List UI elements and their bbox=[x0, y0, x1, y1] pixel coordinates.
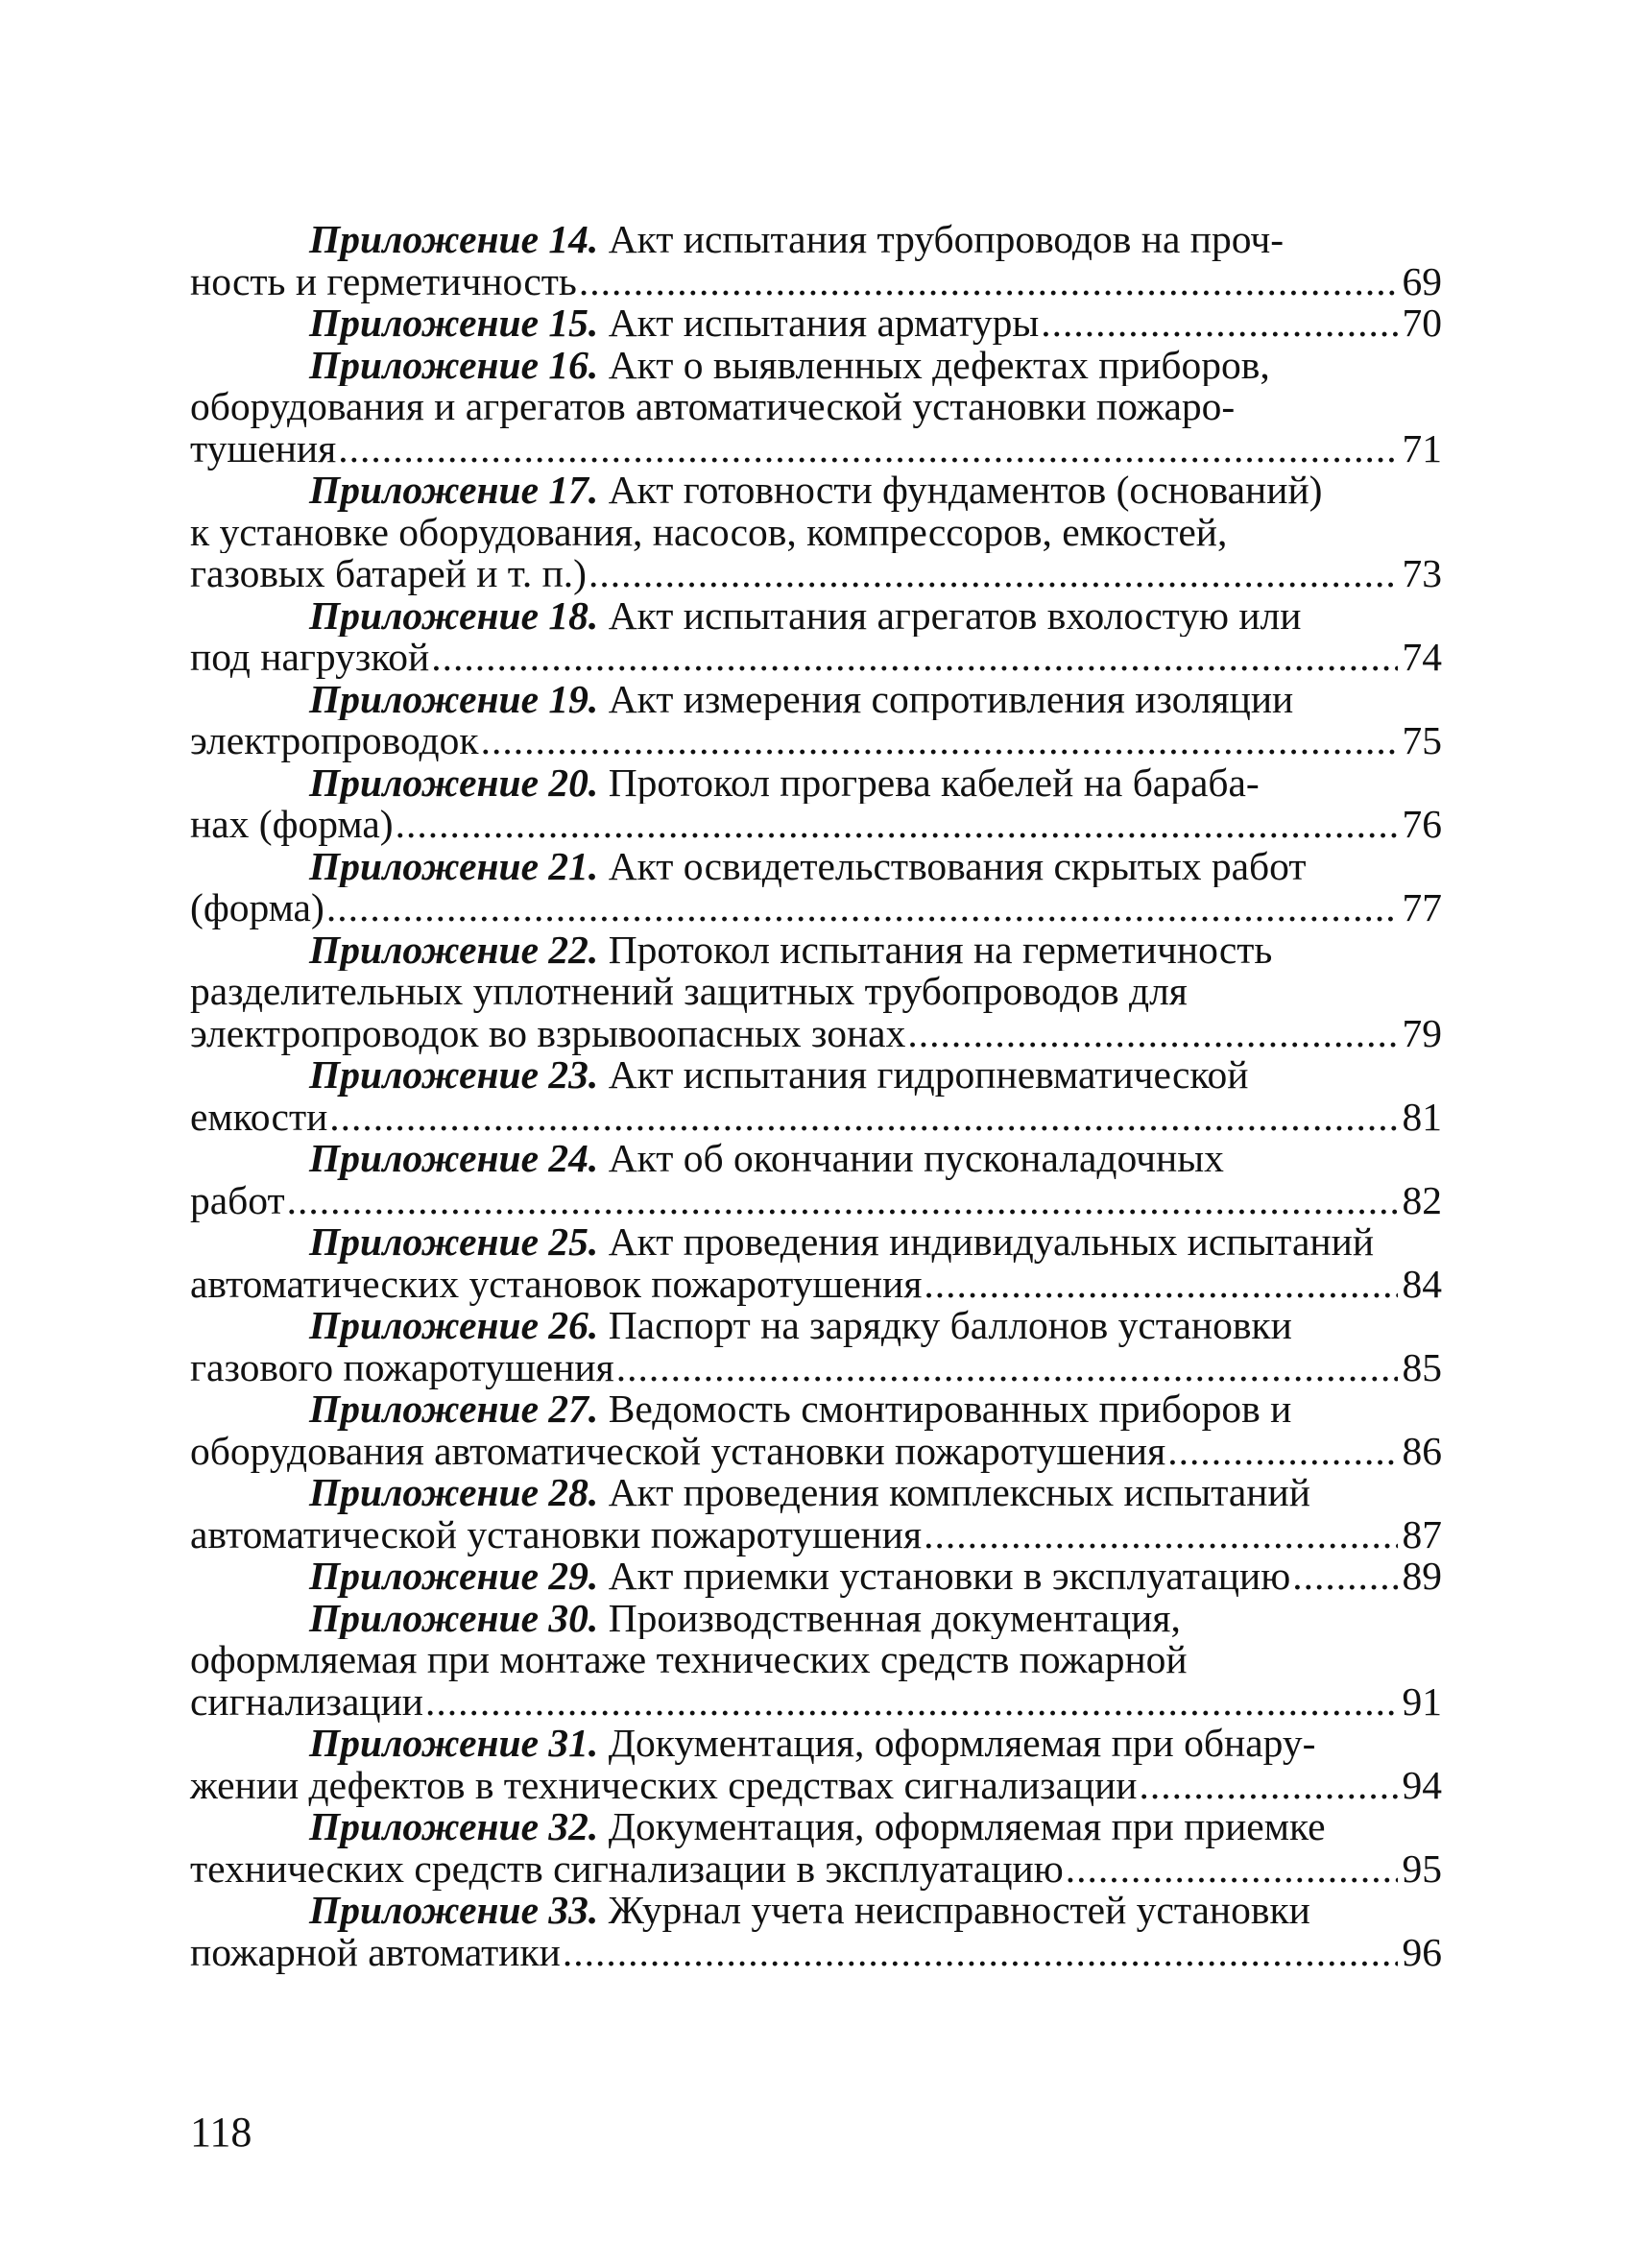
toc-entry-text: электропроводок во взрывоопасных зонах bbox=[190, 1010, 906, 1055]
page-number: 118 bbox=[190, 2109, 252, 2156]
toc-entry-page: 75 bbox=[1402, 718, 1442, 762]
toc-entry-text: тушения bbox=[190, 425, 337, 470]
toc-entry-last-line bbox=[190, 637, 1442, 679]
toc-entry-label: Приложение 22. bbox=[309, 929, 599, 971]
toc-entry-text: Акт проведения индивидуальных испытаний bbox=[608, 1221, 1375, 1264]
toc-entry-line bbox=[190, 762, 1442, 805]
toc-entry-page: 79 bbox=[1402, 1010, 1442, 1055]
toc-entry-last-line bbox=[190, 1678, 1442, 1724]
toc-entry-text: нах (форма) bbox=[190, 802, 394, 846]
toc-entry-text: пожарной автоматики bbox=[190, 1929, 561, 1974]
dot-leader bbox=[329, 1097, 1398, 1139]
table-of-contents bbox=[190, 219, 1442, 1973]
toc-entry-label: Приложение 16. bbox=[309, 344, 599, 386]
toc-entry-text: к установке оборудования, насосов, компрессоров, емкостей, bbox=[190, 511, 1228, 553]
toc-entry-line bbox=[190, 1598, 1442, 1640]
toc-entry-text: Ведомость смонтированных приборов и bbox=[608, 1388, 1292, 1431]
toc-entry-page: 76 bbox=[1402, 802, 1442, 846]
toc-entry-line bbox=[190, 846, 1442, 888]
toc-entry-text: разделительных уплотнений защитных трубопроводов для bbox=[190, 971, 1188, 1013]
toc-entry-text: Акт готовности фундаментов (оснований) bbox=[608, 470, 1323, 512]
toc-entry-page: 96 bbox=[1402, 1929, 1442, 1974]
toc-entry-label: Приложение 18. bbox=[309, 594, 599, 637]
toc-entry-line bbox=[190, 929, 1442, 972]
dot-leader bbox=[579, 261, 1398, 303]
toc-entry-text: Акт испытания агрегатов вхолостую или bbox=[608, 594, 1302, 637]
toc-entry bbox=[190, 1472, 1442, 1556]
toc-entry-last-line bbox=[190, 1010, 1442, 1055]
toc-entry-last-line bbox=[190, 1094, 1442, 1139]
toc-entry-text: оборудования и агрегатов автоматической установки пожаро- bbox=[190, 386, 1236, 428]
toc-entry-last-line bbox=[190, 1177, 1442, 1222]
toc-entry-text: оборудования автоматической установки пожаротушения bbox=[190, 1428, 1166, 1473]
toc-entry-last-line bbox=[190, 1344, 1442, 1389]
toc-entry-text: емкости bbox=[190, 1094, 328, 1139]
dot-leader bbox=[924, 1264, 1398, 1306]
toc-entry-text: газового пожаротушения bbox=[190, 1344, 614, 1389]
toc-entry bbox=[190, 345, 1442, 470]
toc-entry-line bbox=[190, 1806, 1442, 1848]
toc-entry-text: Паспорт на зарядку баллонов установки bbox=[608, 1305, 1292, 1347]
toc-entry bbox=[190, 1305, 1442, 1388]
dot-leader bbox=[425, 1681, 1398, 1724]
dot-leader bbox=[481, 720, 1398, 762]
toc-entry-text: Акт о выявленных дефектах приборов, bbox=[608, 344, 1270, 386]
toc-entry-page: 82 bbox=[1402, 1177, 1442, 1222]
toc-entry-line bbox=[190, 512, 1442, 554]
toc-entry-line bbox=[190, 1388, 1442, 1431]
toc-entry-last-line bbox=[190, 1511, 1442, 1556]
toc-entry-text: технических средств сигнализации в эксплуатацию bbox=[190, 1846, 1064, 1891]
toc-entry-label: Приложение 15. bbox=[309, 301, 599, 345]
dot-leader bbox=[563, 1932, 1398, 1974]
toc-entry bbox=[190, 1388, 1442, 1472]
toc-entry-label: Приложение 23. bbox=[309, 1054, 599, 1097]
toc-entry-line bbox=[190, 1639, 1442, 1681]
toc-entry-last-line bbox=[190, 1929, 1442, 1974]
toc-entry-text: Журнал учета неисправностей установки bbox=[608, 1890, 1310, 1932]
toc-entry bbox=[190, 679, 1442, 762]
toc-entry-line bbox=[190, 679, 1442, 721]
toc-entry bbox=[190, 846, 1442, 929]
toc-entry-line bbox=[190, 219, 1442, 261]
toc-entry-page: 69 bbox=[1402, 258, 1442, 303]
toc-entry-page: 84 bbox=[1402, 1261, 1442, 1306]
toc-entry-text: Протокол прогрева кабелей на бараба- bbox=[608, 761, 1260, 804]
toc-entry-label: Приложение 27. bbox=[309, 1388, 599, 1431]
toc-entry-line bbox=[190, 595, 1442, 638]
toc-entry-text: Акт освидетельствования скрытых работ bbox=[608, 845, 1307, 887]
toc-entry-label: Приложение 28. bbox=[309, 1472, 599, 1514]
toc-entry-text: Акт проведения комплексных испытаний bbox=[608, 1472, 1310, 1514]
toc-entry-page: 74 bbox=[1402, 635, 1442, 679]
toc-entry-line bbox=[190, 1054, 1442, 1097]
toc-entry-text: Акт испытания гидропневматической bbox=[608, 1054, 1249, 1097]
toc-entry-text: Производственная документация, bbox=[608, 1597, 1181, 1639]
dot-leader bbox=[588, 553, 1398, 595]
toc-entry-text: автоматической установки пожаротушения bbox=[190, 1511, 923, 1556]
toc-entry bbox=[190, 1221, 1442, 1305]
dot-leader bbox=[338, 428, 1398, 470]
toc-entry-line bbox=[190, 1138, 1442, 1180]
toc-entry-page: 81 bbox=[1402, 1094, 1442, 1139]
toc-entry bbox=[190, 302, 1442, 345]
toc-entry-text: работ bbox=[190, 1177, 285, 1222]
toc-entry-text: Протокол испытания на герметичность bbox=[608, 929, 1273, 971]
toc-entry-last-line bbox=[190, 1762, 1442, 1807]
dot-leader bbox=[1066, 1848, 1398, 1891]
toc-entry-line bbox=[190, 470, 1442, 512]
dot-leader bbox=[396, 804, 1398, 846]
toc-entry bbox=[190, 595, 1442, 679]
toc-entry-last-line bbox=[190, 887, 1442, 929]
toc-entry-text: Акт об окончании пусконаладочных bbox=[608, 1138, 1224, 1180]
toc-entry bbox=[190, 1598, 1442, 1724]
toc-entry-text: Акт измерения сопротивления изоляции bbox=[608, 678, 1294, 720]
toc-entry-text: Документация, оформляемая при приемке bbox=[608, 1806, 1326, 1848]
toc-entry-line bbox=[190, 1305, 1442, 1347]
toc-entry-text: Акт приемки установки в эксплуатацию bbox=[608, 1554, 1291, 1598]
toc-entry-text: газовых батарей и т. п.) bbox=[190, 551, 587, 595]
toc-entry-last-line bbox=[190, 1261, 1442, 1306]
dot-leader bbox=[924, 1514, 1398, 1556]
toc-entry-last-line bbox=[190, 720, 1442, 762]
toc-entry-page: 94 bbox=[1402, 1762, 1442, 1807]
toc-entry-page: 89 bbox=[1402, 1554, 1442, 1598]
toc-entry-line bbox=[190, 345, 1442, 387]
toc-entry-label: Приложение 26. bbox=[309, 1305, 599, 1347]
toc-entry-text: Акт испытания трубопроводов на проч- bbox=[608, 219, 1285, 261]
toc-entry-line bbox=[190, 1221, 1442, 1264]
toc-entry-last-line bbox=[190, 425, 1442, 470]
toc-entry-last-line bbox=[190, 1556, 1442, 1598]
toc-entry-last-line bbox=[190, 1428, 1442, 1473]
toc-entry-page: 86 bbox=[1402, 1428, 1442, 1473]
dot-leader bbox=[1167, 1431, 1398, 1473]
dot-leader bbox=[326, 887, 1398, 929]
toc-entry-last-line bbox=[190, 302, 1442, 345]
dot-leader bbox=[907, 1013, 1398, 1055]
toc-entry-page: 77 bbox=[1402, 885, 1442, 929]
toc-entry bbox=[190, 1806, 1442, 1890]
toc-entry-label: Приложение 32. bbox=[309, 1806, 599, 1848]
toc-entry-page: 85 bbox=[1402, 1344, 1442, 1389]
toc-entry-text: ность и герметичность bbox=[190, 258, 577, 303]
toc-entry bbox=[190, 1054, 1442, 1138]
toc-entry-label: Приложение 14. bbox=[309, 219, 599, 261]
toc-entry-label: Приложение 21. bbox=[309, 845, 599, 887]
toc-entry bbox=[190, 470, 1442, 595]
toc-entry-text: электропроводок bbox=[190, 718, 479, 762]
dot-leader bbox=[616, 1347, 1398, 1389]
toc-entry bbox=[190, 762, 1442, 846]
toc-entry bbox=[190, 1890, 1442, 1973]
toc-entry-line bbox=[190, 1723, 1442, 1765]
toc-entry-text: сигнализации bbox=[190, 1678, 424, 1724]
dot-leader bbox=[287, 1180, 1398, 1222]
toc-entry-last-line bbox=[190, 804, 1442, 846]
toc-entry-line bbox=[190, 971, 1442, 1013]
toc-entry-label: Приложение 29. bbox=[309, 1554, 599, 1598]
dot-leader bbox=[1140, 1765, 1398, 1807]
toc-entry-text: жении дефектов в технических средствах сигнализации bbox=[190, 1762, 1138, 1807]
toc-entry-label: Приложение 19. bbox=[309, 678, 599, 720]
toc-entry-text: Акт испытания арматуры bbox=[608, 301, 1040, 345]
toc-entry-line bbox=[190, 1890, 1442, 1932]
toc-entry-page: 87 bbox=[1402, 1511, 1442, 1556]
toc-entry bbox=[190, 1556, 1442, 1598]
toc-entry bbox=[190, 219, 1442, 302]
toc-entry-label: Приложение 30. bbox=[309, 1597, 599, 1639]
toc-entry-line bbox=[190, 386, 1442, 428]
toc-entry-label: Приложение 17. bbox=[309, 470, 599, 512]
toc-entry-label: Приложение 24. bbox=[309, 1138, 599, 1180]
toc-entry-text: под нагрузкой bbox=[190, 635, 430, 679]
dot-leader bbox=[1292, 1556, 1398, 1598]
toc-entry-page: 95 bbox=[1402, 1846, 1442, 1891]
toc-entry-text: оформляемая при монтаже технических средств пожарной bbox=[190, 1639, 1188, 1681]
toc-entry bbox=[190, 1723, 1442, 1806]
toc-entry-last-line bbox=[190, 553, 1442, 595]
toc-entry-page: 73 bbox=[1402, 551, 1442, 595]
dot-leader bbox=[431, 637, 1398, 679]
toc-entry bbox=[190, 1138, 1442, 1221]
toc-entry bbox=[190, 929, 1442, 1055]
toc-entry-label: Приложение 25. bbox=[309, 1221, 599, 1264]
toc-entry-last-line bbox=[190, 1848, 1442, 1891]
toc-entry-last-line bbox=[190, 258, 1442, 303]
toc-entry-text: (форма) bbox=[190, 885, 324, 929]
toc-entry-label: Приложение 31. bbox=[309, 1723, 599, 1765]
toc-entry-line bbox=[190, 1472, 1442, 1514]
toc-entry-page: 91 bbox=[1402, 1678, 1442, 1724]
dot-leader bbox=[1041, 302, 1398, 345]
toc-entry-page: 71 bbox=[1402, 425, 1442, 470]
toc-entry-label: Приложение 20. bbox=[309, 761, 599, 804]
toc-entry-label: Приложение 33. bbox=[309, 1890, 599, 1932]
toc-entry-text: автоматических установок пожаротушения bbox=[190, 1261, 923, 1306]
toc-entry-page: 70 bbox=[1402, 301, 1442, 345]
toc-entry-text: Документация, оформляемая при обнару- bbox=[608, 1723, 1316, 1765]
